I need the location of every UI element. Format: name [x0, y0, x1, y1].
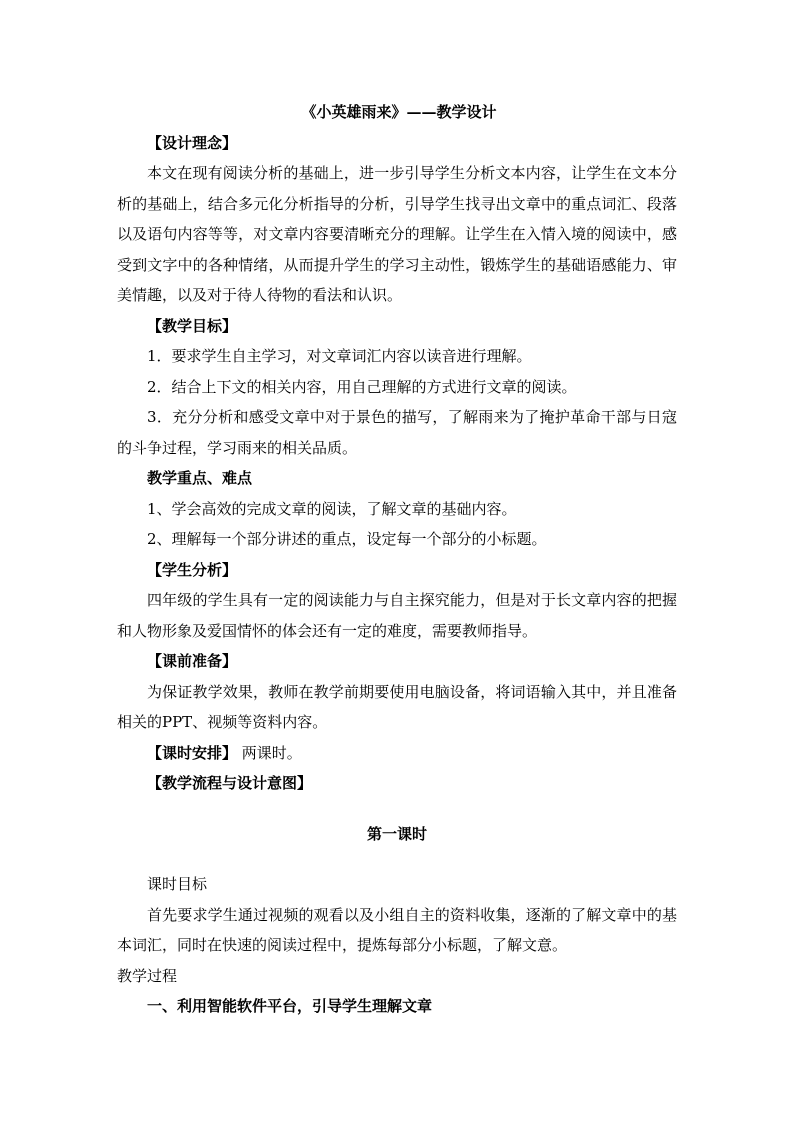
heading-preparation: 【课前准备】 [147, 652, 238, 670]
goal-item-3: 3．充分分析和感受文章中对于景色的描写，了解雨来为了掩护革命干部与日寇的斗争过程，学习雨来的相关品质。 [117, 408, 677, 457]
heading-design-concept: 【设计理念】 [147, 133, 238, 152]
goal-item-2: 2．结合上下文的相关内容，用自己理解的方式进行文章的阅读。 [147, 377, 577, 396]
lesson-one-title: 第一课时 [366, 824, 427, 843]
lesson-one-objective-text: 首先要求学生通过视频的观看以及小组自主的资料收集，逐渐的了解文章中的基本词汇，同时在快速的阅读过程中，提炼每部分小标题，了解文意。 [117, 905, 677, 954]
paragraph-student-analysis: 四年级的学生具有一定的阅读能力与自主探究能力，但是对于长文章内容的把握和人物形象及爱国情怀的体会还有一定的难度，需要教师指导。 [117, 591, 677, 640]
key-point-item-2: 2、理解每一个部分讲述的重点，设定每一个部分的小标题。 [147, 530, 547, 548]
document-page [117, 97, 677, 1022]
goal-item-1: 1．要求学生自主学习，对文章词汇内容以读音进行理解。 [147, 347, 532, 365]
document-title: 《小英雄雨来》——教学设计 [301, 103, 497, 121]
schedule-line [117, 738, 677, 769]
paragraph-preparation: 为保证教学效果，教师在教学前期要使用电脑设备，将词语输入其中，并且准备相关的PPT、视频等资料内容。 [117, 682, 677, 731]
lesson-one-step-one: 一、利用智能软件平台，引导学生理解文章 [147, 997, 433, 1015]
paragraph-design-concept: 本文在现有阅读分析的基础上，进一步引导学生分析文本内容，让学生在文本分析的基础上，结合多元化分析指导的分析，引导学生找寻出文章中的重点词汇、段落以及语句内容等等，对文章内容要清晰充分的理解。让学生在入情入境的阅读中，感受到文字中的各种情绪，从而提升学生的学习主动性，锻炼学生的基础语感能力、审美情趣，以及对于待人待物的看法和认识。 [117, 164, 677, 304]
heading-schedule: 【课时安排】 [147, 743, 238, 762]
heading-student-analysis: 【学生分析】 [147, 560, 238, 579]
lesson-one-process-label: 教学过程 [117, 966, 178, 985]
lesson-one-objective-label: 课时目标 [147, 875, 208, 893]
heading-key-points: 教学重点、难点 [147, 469, 253, 487]
schedule-value: 两课时。 [237, 743, 302, 762]
heading-process: 【教学流程与设计意图】 [147, 774, 313, 792]
key-point-item-1: 1、学会高效的完成文章的阅读，了解文章的基础内容。 [147, 499, 517, 518]
heading-goals: 【教学目标】 [147, 316, 238, 335]
